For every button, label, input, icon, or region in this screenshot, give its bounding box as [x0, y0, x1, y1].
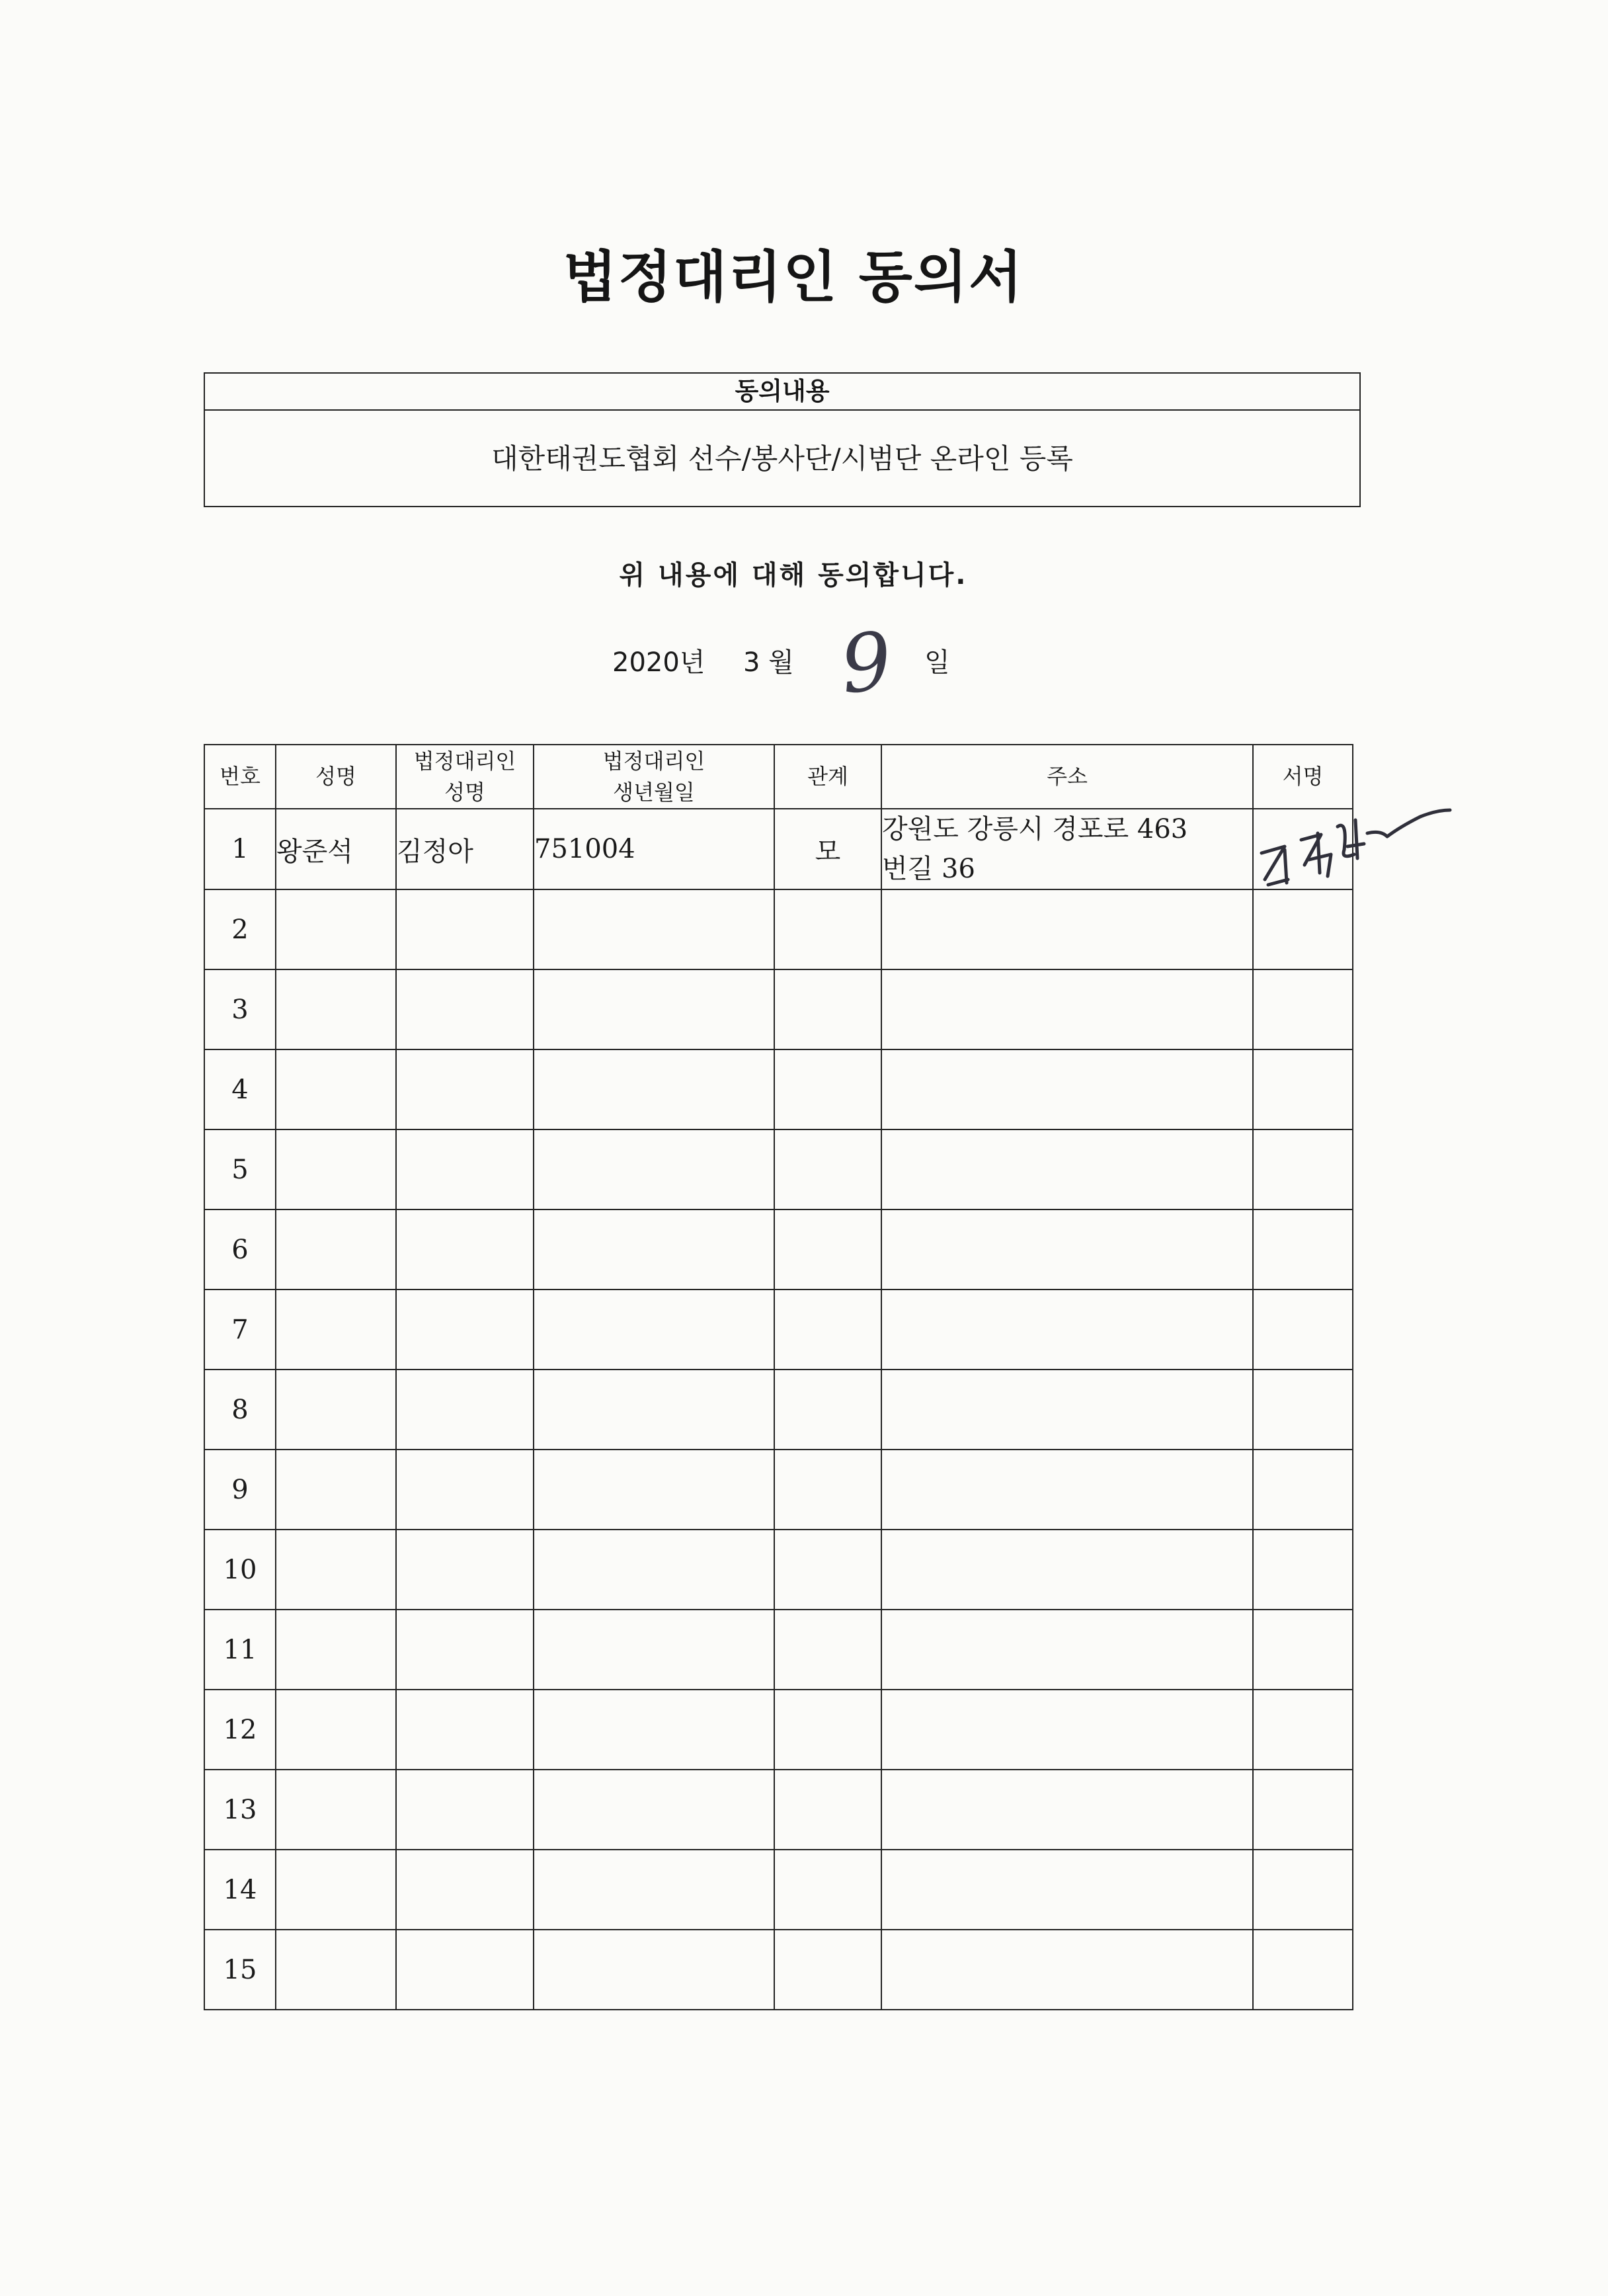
- cell-name: [276, 1930, 396, 2010]
- cell-guardian-name: [396, 1129, 534, 1210]
- table-row: [204, 1049, 1353, 1129]
- cell-guardian-name: [396, 969, 534, 1049]
- cell-guardian-birth: [534, 1129, 774, 1210]
- table-row: [204, 1930, 1353, 2010]
- registry-table: [204, 744, 1353, 2010]
- table-header-row: [204, 745, 1353, 809]
- cell-guardian-birth: [534, 1049, 774, 1129]
- cell-signature: [1253, 1690, 1353, 1770]
- cell-signature: [1253, 1530, 1353, 1610]
- cell-name: [276, 1370, 396, 1450]
- cell-guardian-name: [396, 1610, 534, 1690]
- table-row: [204, 1850, 1353, 1930]
- cell-signature: [1253, 889, 1353, 969]
- cell-guardian-name: [396, 1210, 534, 1290]
- cell-guardian-name: [396, 1770, 534, 1850]
- cell-relation: [774, 969, 881, 1049]
- cell-address: [881, 1210, 1253, 1290]
- cell-signature: [1253, 1610, 1353, 1690]
- signature-strokes: [1262, 810, 1450, 885]
- cell-relation: [774, 1770, 881, 1850]
- cell-name: 왕준석: [276, 809, 396, 889]
- cell-address: [881, 969, 1253, 1049]
- cell-number: 9: [204, 1450, 276, 1530]
- cell-signature: [1253, 1450, 1353, 1530]
- cell-guardian-birth: [534, 1850, 774, 1930]
- cell-name: [276, 1129, 396, 1210]
- cell-relation: [774, 1850, 881, 1930]
- cell-signature: [1253, 1210, 1353, 1290]
- cell-number: 1: [204, 809, 276, 889]
- header-signature: 서명: [1253, 745, 1353, 809]
- table-row: [204, 969, 1353, 1049]
- cell-number: 10: [204, 1530, 276, 1610]
- cell-address: [881, 809, 1253, 889]
- cell-address: [881, 1049, 1253, 1129]
- table-row: [204, 1770, 1353, 1850]
- cell-address: [881, 1690, 1253, 1770]
- cell-guardian-name: [396, 1850, 534, 1930]
- cell-number: 6: [204, 1210, 276, 1290]
- cell-relation: [774, 1290, 881, 1370]
- cell-guardian-name: 김정아: [396, 809, 534, 889]
- cell-guardian-birth: [534, 1530, 774, 1610]
- cell-guardian-name: [396, 889, 534, 969]
- cell-signature: [1253, 1850, 1353, 1930]
- cell-number: 13: [204, 1770, 276, 1850]
- cell-name: [276, 1610, 396, 1690]
- header-guardian-birth: [534, 745, 774, 809]
- cell-guardian-name: [396, 1049, 534, 1129]
- date-year: 2020년: [612, 647, 705, 678]
- cell-address: [881, 1530, 1253, 1610]
- cell-relation: [774, 1210, 881, 1290]
- table-row: [204, 1370, 1353, 1450]
- cell-address: [881, 889, 1253, 969]
- consent-box: [204, 372, 1361, 507]
- date-day-handwritten: 9: [836, 615, 897, 712]
- cell-relation: [774, 1129, 881, 1210]
- cell-number: 4: [204, 1049, 276, 1129]
- cell-address: [881, 1770, 1253, 1850]
- cell-name: [276, 1850, 396, 1930]
- cell-name: [276, 1290, 396, 1370]
- cell-name: [276, 1450, 396, 1530]
- cell-number: 2: [204, 889, 276, 969]
- header-address: 주소: [881, 745, 1253, 809]
- cell-name: [276, 1049, 396, 1129]
- header-guardian-birth-line2: 생년월일: [613, 779, 695, 805]
- table-row: [204, 1290, 1353, 1370]
- table-row: [204, 1610, 1353, 1690]
- cell-guardian-birth: [534, 889, 774, 969]
- table-row: [204, 1450, 1353, 1530]
- cell-guardian-birth: 751004: [534, 809, 774, 889]
- table-row: [204, 1690, 1353, 1770]
- agreement-statement: 위 내용에 대해 동의합니다.: [619, 560, 968, 591]
- table-row: [204, 1129, 1353, 1210]
- cell-number: 3: [204, 969, 276, 1049]
- cell-relation: [774, 1450, 881, 1530]
- header-guardian-name: [396, 745, 534, 809]
- cell-number: 12: [204, 1690, 276, 1770]
- cell-relation: [774, 1610, 881, 1690]
- cell-guardian-birth: [534, 1370, 774, 1450]
- cell-address-line1: 강원도 강릉시 경포로 463: [882, 814, 1188, 844]
- header-number: 번호: [204, 745, 276, 809]
- cell-guardian-name: [396, 1690, 534, 1770]
- cell-address: [881, 1290, 1253, 1370]
- cell-signature: [1253, 1290, 1353, 1370]
- cell-address: [881, 1129, 1253, 1210]
- cell-signature: [1253, 1770, 1353, 1850]
- cell-signature: [1253, 1370, 1353, 1450]
- cell-name: [276, 889, 396, 969]
- cell-name: [276, 1770, 396, 1850]
- cell-number: 7: [204, 1290, 276, 1370]
- cell-number: 5: [204, 1129, 276, 1210]
- header-name: 성명: [276, 745, 396, 809]
- cell-guardian-birth: [534, 969, 774, 1049]
- consent-header: 동의내용: [205, 374, 1359, 411]
- cell-guardian-birth: [534, 1770, 774, 1850]
- page-title: 법정대리인 동의서: [563, 244, 1024, 309]
- cell-relation: 모: [774, 809, 881, 889]
- cell-guardian-name: [396, 1290, 534, 1370]
- header-guardian-birth-line1: 법정대리인: [602, 749, 705, 774]
- cell-relation: [774, 1930, 881, 2010]
- cell-name: [276, 1210, 396, 1290]
- cell-number: 14: [204, 1850, 276, 1930]
- cell-relation: [774, 1530, 881, 1610]
- header-guardian-name-line2: 성명: [444, 779, 485, 805]
- cell-signature: [1253, 969, 1353, 1049]
- cell-guardian-birth: [534, 1690, 774, 1770]
- cell-guardian-name: [396, 1370, 534, 1450]
- cell-address: [881, 1610, 1253, 1690]
- cell-guardian-birth: [534, 1290, 774, 1370]
- cell-address-line2: 번길 36: [882, 854, 975, 884]
- cell-number: 15: [204, 1930, 276, 2010]
- cell-relation: [774, 1370, 881, 1450]
- cell-guardian-name: [396, 1450, 534, 1530]
- cell-signature: [1253, 1930, 1353, 2010]
- cell-relation: [774, 1049, 881, 1129]
- cell-name: [276, 1530, 396, 1610]
- cell-signature: [1253, 1049, 1353, 1129]
- cell-signature: [1253, 1129, 1353, 1210]
- table-row: [204, 809, 1353, 889]
- cell-relation: [774, 889, 881, 969]
- handwritten-signature: [1248, 780, 1453, 899]
- cell-address: [881, 1450, 1253, 1530]
- header-relation: 관계: [774, 745, 881, 809]
- cell-name: [276, 1690, 396, 1770]
- cell-number: 8: [204, 1370, 276, 1450]
- date-month: 3 월: [743, 647, 794, 678]
- cell-number: 11: [204, 1610, 276, 1690]
- cell-address: [881, 1930, 1253, 2010]
- cell-relation: [774, 1690, 881, 1770]
- cell-guardian-birth: [534, 1930, 774, 2010]
- cell-guardian-name: [396, 1530, 534, 1610]
- cell-address: [881, 1850, 1253, 1930]
- cell-guardian-birth: [534, 1450, 774, 1530]
- cell-guardian-birth: [534, 1210, 774, 1290]
- header-guardian-name-line1: 법정대리인: [413, 749, 516, 774]
- cell-guardian-name: [396, 1930, 534, 2010]
- cell-guardian-birth: [534, 1610, 774, 1690]
- table-row: [204, 1210, 1353, 1290]
- cell-name: [276, 969, 396, 1049]
- cell-address: [881, 1370, 1253, 1450]
- table-row: [204, 1530, 1353, 1610]
- consent-content: 대한태권도협회 선수/봉사단/시범단 온라인 등록: [491, 442, 1073, 475]
- date-day-label: 일: [924, 647, 950, 678]
- table-row: [204, 889, 1353, 969]
